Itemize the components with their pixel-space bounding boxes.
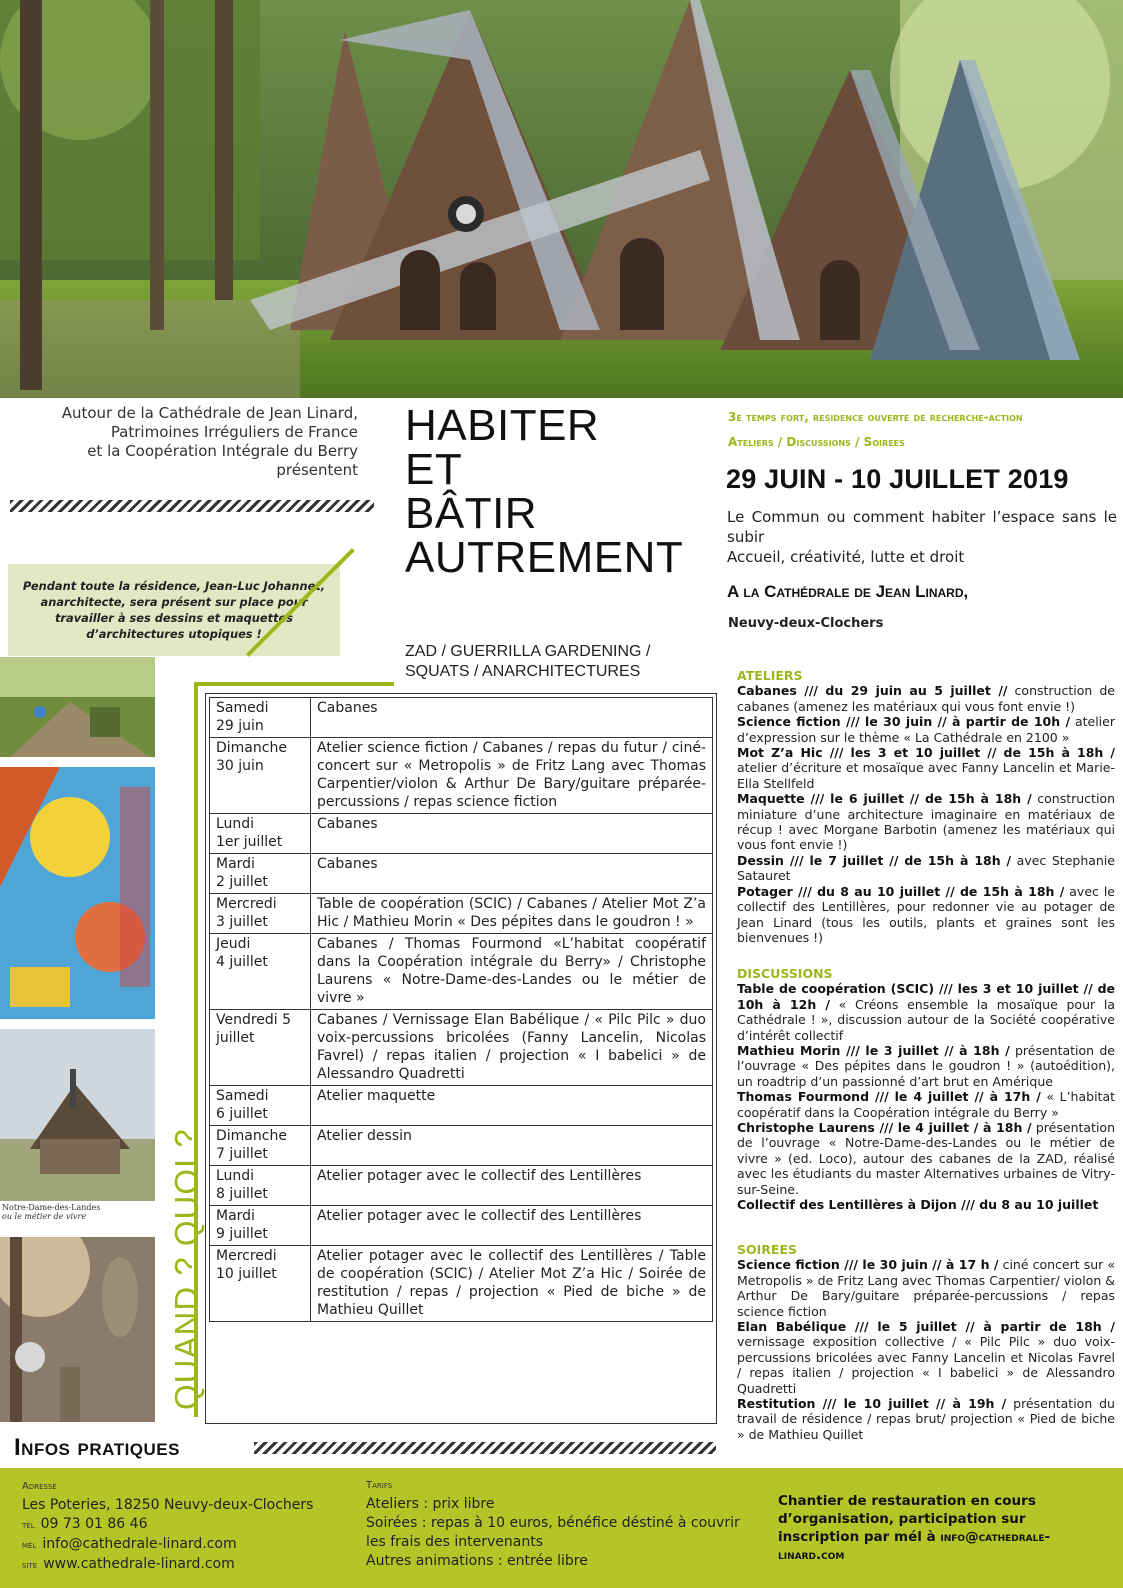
program-item-text: atelier d’expression sur le thème « La Cathédrale en 2100 » [737,714,1115,745]
schedule-date: 30 juin [216,758,264,774]
schedule-activity: Cabanes / Thomas Fourmond «L’habitat coopératif dans la Coopération intégrale du Berry» / Christophe Laurens « Notre-Dame-des-Landes ou le métier de vivre » [311,934,713,1010]
schedule-day-cell [210,1246,311,1322]
schedule-day: Samedi [216,700,269,716]
program-item-title: Collectif des Lentillères à Dijon /// du 8 au 10 juillet [737,1197,1099,1213]
residence-note-text: Pendant toute la résidence, Jean-Luc Johannet, anarchitecte, sera présent sur place pour travailler à ses dessins et maquettes d’architectures utopiques ! [22,579,326,641]
schedule-day: Dimanche [216,1128,287,1144]
schedule-day: Dimanche [216,740,287,756]
schedule-day-cell [210,934,311,1010]
program-item-title: Science fiction /// le 30 juin // à 17 h / [737,1257,999,1273]
accent-bracket-horizontal [194,682,394,686]
schedule-day: Samedi [216,1088,269,1104]
thumb-garden-image [0,657,155,757]
chantier-mail-link[interactable]: info@cathedrale-linard.com [778,1529,1051,1563]
schedule-day: Mercredi [216,1248,277,1264]
thumb-caption-line: ou le métier de vivre [2,1212,87,1221]
hatch-divider [254,1442,716,1454]
program-item-title: Restitution /// le 10 juillet // à 19h / [737,1396,1007,1412]
program-item-text: vernissage exposition collective / « Pilc Pilc » duo voix-percussions bricolées avec Fanny Lancelin et Nicolas Favrel / repas italien / projection « I babelici » de Alessandro Quadretti [737,1334,1115,1396]
schedule-row [210,1086,713,1126]
intro-text [727,507,1117,567]
schedule-activity: Cabanes [311,698,713,738]
schedule-activity: Atelier dessin [311,1126,713,1166]
schedule-day-cell [210,698,311,738]
program-discussions [737,966,1115,1213]
thumb-zad-image [0,1029,155,1201]
program-item-title: Thomas Fourmond /// le 4 juillet // à 17h / [737,1089,1041,1105]
hatch-divider [10,500,374,512]
title-line: ET [405,445,463,494]
program-item [737,1120,1115,1197]
program-item [737,981,1115,1043]
section-heading-ateliers: ATELIERS [737,668,803,683]
program-item-title: Mot Z’a Hic /// les 3 et 10 juillet // de 15h à 18h / [737,745,1115,761]
section-heading-soirees: SOIREES [737,1242,797,1257]
schedule-day-cell [210,1126,311,1166]
thumb-book-image [0,767,155,1019]
schedule-row [210,698,713,738]
schedule-date: 1er juillet [216,834,283,850]
program-item-title: Mathieu Morin /// le 3 juillet // à 18h / [737,1043,1010,1059]
presenters-line: Autour de la Cathédrale de Jean Linard, [61,404,358,422]
program-item [737,714,1115,745]
schedule-day-cell [210,894,311,934]
presenters-line: présentent [276,461,358,479]
presenters-line: Patrimoines Irréguliers de France [110,423,358,441]
schedule-row [210,934,713,1010]
schedule-row [210,894,713,934]
footer-tarifs [366,1476,746,1571]
program-item-title: Cabanes /// du 29 juin au 5 juillet // [737,683,1008,699]
thumb-sculpture-photo [0,1237,155,1422]
schedule-day: Mercredi [216,896,277,912]
schedule-activity: Atelier potager avec le collectif des Lentillères [311,1166,713,1206]
program-soirees [737,1242,1115,1442]
footer-contact [22,1476,313,1575]
schedule-row [210,738,713,814]
thumb-zad-photo [0,1029,155,1201]
themes-line: SQUATS / ANARCHITECTURES [405,663,641,680]
infos-title: Infos pratiques [14,1434,180,1461]
hero-illustration [0,0,1123,398]
schedule-activity: Atelier maquette [311,1086,713,1126]
schedule-day-cell [210,814,311,854]
schedule-row [210,1010,713,1086]
mail-link[interactable]: info@cathedrale-linard.com [42,1536,237,1552]
schedule-row [210,1206,713,1246]
program-item-title: Table de coopération (SCIC) /// les 3 et 10 juillet // de 10h à 12h / [737,981,1115,1012]
program-item [737,791,1115,853]
program-item [737,745,1115,791]
schedule-date: 10 juillet [216,1266,277,1282]
program-item-text: construction de cabanes (amenez les matériaux qui vous font envie !) [737,683,1115,714]
schedule-row [210,1166,713,1206]
page-title [405,401,684,582]
schedule-day: Lundi [216,1168,255,1184]
program-item-text: « L’habitat coopératif dans la Coopération intégrale du Berry » [737,1089,1116,1120]
program-item-text: avec Stephanie Satauret [737,852,1115,884]
schedule-row [210,1126,713,1166]
tarif-line: Autres animations : entrée libre [366,1553,588,1569]
tarif-line: Ateliers : prix libre [366,1496,495,1512]
schedule-date: juillet [216,1030,255,1046]
program-item-text: avec le collectif des Lentillères, pour redonner vie au potager de Jean Linard (tous les outils, plants et graines sont les bienvenues !) [737,883,1115,945]
program-item-text: ciné concert sur « Metropolis » de Fritz Lang avec Thomas Carpentier/ violon & Arthur De Bary/guitare préparée-percussions / repas science fiction [737,1257,1115,1319]
program-item [737,1197,1115,1212]
schedule-day-cell [210,854,311,894]
schedule-day-cell [210,1010,311,1086]
themes-line: ZAD / GUERRILLA GARDENING / [405,643,651,660]
schedule-day: Vendredi 5 [216,1012,292,1028]
thumb-caption-line: Notre-Dame-des-Landes [2,1203,101,1212]
program-item-text: présentation du travail de résidence / repas brut/ projection « Pied de biche » de Mathieu Quillet [737,1396,1115,1442]
program-item [737,1257,1115,1319]
thumb-garden-photo [0,657,155,757]
schedule-day: Lundi [216,816,255,832]
program-item-text: atelier d’écriture et mosaïque avec Fanny Lancelin et Marie-Ella Stellfeld [737,760,1115,791]
program-item-title: Potager /// du 8 au 10 juillet // de 15h à 18h / [737,883,1065,899]
intro-line: Le Commun ou comment habiter l’espace sans le subir [727,508,1117,546]
schedule-date: 4 juillet [216,954,268,970]
thumb-book-cover [0,767,155,1019]
program-item-title: Science fiction /// le 30 juin // à partir de 10h / [737,714,1071,730]
program-item [737,853,1115,884]
schedule-date: 2 juillet [216,874,268,890]
program-item-title: Dessin /// le 7 juillet // de 15h à 18h / [737,852,1012,868]
schedule-day-cell [210,1086,311,1126]
schedule-date: 29 juin [216,718,264,734]
tel-value: 09 73 01 86 46 [40,1516,148,1532]
program-item [737,683,1115,714]
site-link[interactable]: www.cathedrale-linard.com [43,1556,235,1572]
schedule-day-cell [210,1166,311,1206]
program-item-title: Maquette /// le 6 juillet // de 15h à 18h / [737,791,1032,807]
footer-chantier [778,1492,1108,1564]
hero-photo-cathedrale [0,0,1123,398]
program-item-title: Elan Babélique /// le 5 juillet // à partir de 18h / [737,1319,1115,1335]
schedule-body [210,698,713,1322]
schedule-date: 6 juillet [216,1106,268,1122]
venue-city: Neuvy-deux-Clochers [728,616,884,631]
schedule-activity: Atelier potager avec le collectif des Lentillères / Table de coopération (SCIC) / Atelier Mot Z’a Hic / Soirée de restitution / repas / projection « Pied de biche » de Mathieu Quillet [311,1246,713,1322]
mail-label: mél [22,1540,37,1551]
tarifs-label: Tarifs [366,1480,393,1491]
tagline-temps-fort: 3e temps fort, residence ouverte de recherche-action [728,410,1023,424]
schedule-row [210,814,713,854]
program-item-text: construction miniature d’une architecture imaginaire en matériaux de récup ! avec Morgane Barbotin (amenez les matériaux qui vous font envie !) [737,791,1116,853]
schedule-date: 7 juillet [216,1146,268,1162]
venue-name: A la Cathédrale de Jean Linard, [727,582,969,601]
schedule-row [210,1246,713,1322]
schedule-activity: Cabanes [311,854,713,894]
program-item [737,1089,1115,1120]
program-item-text: présentation de l’ouvrage « Notre-Dame-des-Landes ou le métier de vivre » (ed. Loco), autour des cabanes de la ZAD, réalisé avec les étudiants du master Alternatives urbaines de Vitry-sur-Seine. [737,1120,1115,1197]
schedule-date: 3 juillet [216,914,268,930]
site-label: site [22,1560,38,1571]
title-line: AUTREMENT [405,533,684,582]
tel-label: tél [22,1520,35,1531]
program-item [737,1396,1115,1442]
presenters-block [0,404,358,480]
schedule-day-cell [210,738,311,814]
chantier-text: Chantier de restauration en cours d’organisation, participation sur inscription par mél à [778,1493,1036,1545]
schedule-activity: Cabanes / Vernissage Elan Babélique / « Pilc Pilc » duo voix-percussions bricolées (Fanny Lancelin, Nicolas Favrel) / repas italien / projection « I babelici » de Alessandro Quadretti [311,1010,713,1086]
program-ateliers [737,668,1115,945]
address-label: Adresse [22,1481,57,1492]
schedule-row [210,854,713,894]
schedule-date: 9 juillet [216,1226,268,1242]
schedule-date: 8 juillet [216,1186,268,1202]
section-heading-discussions: DISCUSSIONS [737,966,833,981]
schedule-day: Mardi [216,856,255,872]
presenters-line: et la Coopération Intégrale du Berry [87,442,358,460]
thumb-sculpture-image [0,1237,155,1422]
program-item [737,1043,1115,1089]
schedule-activity: Cabanes [311,814,713,854]
address-value: Les Poteries, 18250 Neuvy-deux-Clochers [22,1497,314,1513]
program-item-text: « Créons ensemble la mosaïque pour la Cathédrale ! », discussion autour de la Société coopérative d’intérêt collectif [737,996,1115,1043]
schedule-activity: Atelier potager avec le collectif des Lentillères [311,1206,713,1246]
tagline-categories: Ateliers / Discussions / Soirees [728,435,905,449]
program-item-title: Christophe Laurens /// le 4 juillet / à 18h / [737,1120,1032,1136]
intro-line: Accueil, créativité, lutte et droit [727,548,965,566]
schedule-table [209,697,713,1322]
title-line: HABITER [405,401,600,450]
schedule-day: Jeudi [216,936,251,952]
schedule-activity: Table de coopération (SCIC) / Cabanes / Atelier Mot Z’a Hic / Mathieu Morin « Des pépites dans le goudron ! » [311,894,713,934]
tarif-line: Soirées : repas à 10 euros, bénéfice déstiné à couvrir les frais des intervenants [366,1515,740,1550]
schedule-day: Mardi [216,1208,255,1224]
schedule-activity: Atelier science fiction / Cabanes / repas du futur / ciné-concert sur « Metropolis » de Fritz Lang avec Thomas Carpentier/violon & Arthur De Bary/guitare préparée-percussions / repas science fiction [311,738,713,814]
themes-subtitle [405,642,650,682]
schedule-day-cell [210,1206,311,1246]
title-line: BÂTIR [405,489,538,538]
side-label-quand-quoi: QUAND ? QUOI ? [168,1128,205,1410]
thumb-caption [2,1203,100,1221]
program-item [737,884,1115,946]
event-dates: 29 JUIN - 10 JUILLET 2019 [726,464,1069,494]
program-item-text: présentation de l’ouvrage « Des pépites dans le goudron ! » (autoédition), un roadtrip d’un passionné d’art brut en Amérique [737,1043,1115,1089]
program-item [737,1319,1115,1396]
